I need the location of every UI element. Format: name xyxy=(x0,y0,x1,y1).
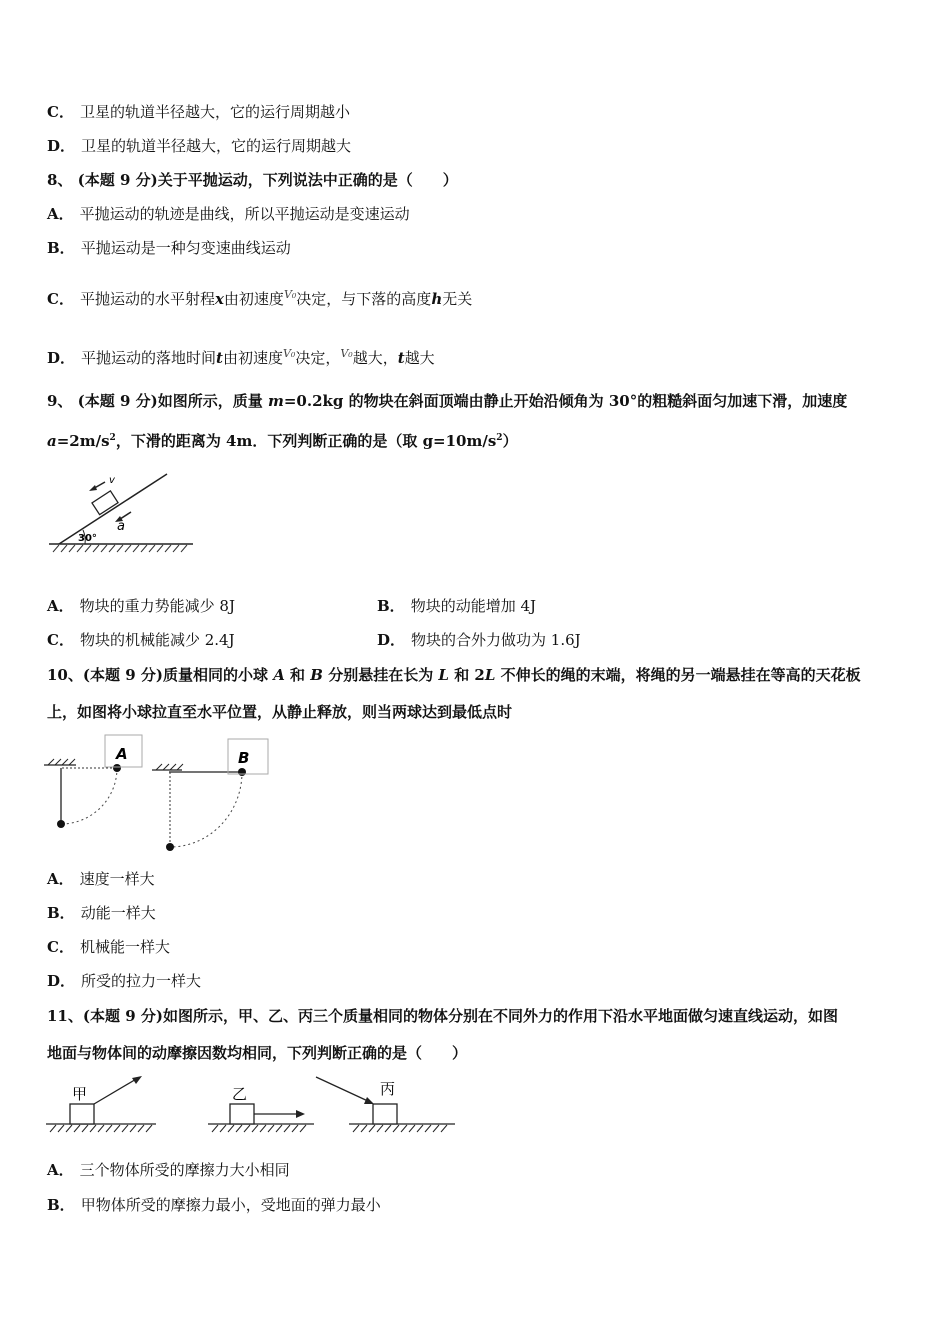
arc-a xyxy=(61,768,117,824)
q11-stem-line1: 11、(本题 9 分)如图所示，甲、乙、丙三个质量相同的物体分别在不同外力的作用下沿水平地面做匀速直线运动，如图 xyxy=(47,1007,838,1025)
option-text: 甲物体所受的摩擦力最小，受地面的弹力最小 xyxy=(80,1196,381,1214)
var-m: m xyxy=(267,392,284,410)
option-text: 越大 xyxy=(404,349,435,367)
q10-option-d xyxy=(47,971,201,991)
arc-b xyxy=(170,772,242,847)
option-text: 平抛运动的水平射程 xyxy=(79,290,215,308)
stem-text: 和 2 xyxy=(448,666,485,684)
option-text: 三个物体所受的摩擦力大小相同 xyxy=(79,1161,290,1179)
q8-option-a xyxy=(47,204,410,224)
option-text: 所受的拉力一样大 xyxy=(81,972,202,990)
option-label: C． xyxy=(47,938,74,956)
var-v0: V₀ xyxy=(282,347,296,360)
option-label: A． xyxy=(47,1161,74,1179)
option-text: 物块的机械能减少 2.4J xyxy=(79,631,235,649)
option-text: 卫星的轨道半径越大，它的运行周期越大 xyxy=(81,137,352,155)
force-arrow-jia xyxy=(94,1078,138,1104)
option-text: 物块的动能增加 4J xyxy=(410,597,537,615)
label-bing: 丙 xyxy=(380,1080,396,1098)
q10-option-c xyxy=(47,937,170,957)
var-L: L xyxy=(438,666,449,684)
var-A: A xyxy=(273,666,285,684)
var-a: a xyxy=(47,432,57,450)
angle-label: 30° xyxy=(78,533,97,544)
q9-stem-line2 xyxy=(47,428,518,451)
superscript: 2 xyxy=(496,433,503,443)
option-text: 由初速度 xyxy=(222,349,283,367)
stem-text: 分别悬挂在长为 xyxy=(322,666,439,684)
ball-a xyxy=(113,764,121,772)
option-text: 机械能一样大 xyxy=(79,938,170,956)
superscript: 2 xyxy=(109,433,116,443)
option-text: 物块的合外力做功为 1.6J xyxy=(411,631,581,649)
acceleration-label: a xyxy=(117,519,125,534)
q8-stem: 8、 (本题 9 分)关于平抛运动，下列说法中正确的是（ ） xyxy=(47,171,458,189)
option-label: C． xyxy=(47,290,74,308)
q7-option-c xyxy=(47,102,350,122)
option-label: D． xyxy=(47,349,76,367)
q8-option-c xyxy=(47,285,472,309)
option-text: 平抛运动的落地时间 xyxy=(81,349,217,367)
q11-option-a xyxy=(47,1160,290,1180)
option-label: D． xyxy=(47,137,76,155)
q9-option-b xyxy=(377,596,536,616)
var-t: t xyxy=(216,349,223,367)
block-shape xyxy=(92,491,118,515)
option-label: A． xyxy=(47,870,74,888)
block-yi xyxy=(230,1104,254,1124)
option-text: 平抛运动的轨迹是曲线，所以平抛运动是变速运动 xyxy=(79,205,410,223)
option-text: 决定， xyxy=(295,349,341,367)
stem-text: =2m/s xyxy=(56,432,110,450)
block-jia xyxy=(70,1104,94,1124)
stem-text: =0.2kg 的物块在斜面顶端由静止开始沿倾角为 30°的粗糙斜面匀加速下滑，加速度 xyxy=(283,392,848,410)
stem-text: 不伸长的绳的末端，将绳的另一端悬挂在等高的天花板 xyxy=(495,666,861,684)
q9-option-a xyxy=(47,596,235,616)
ball-b-label: B xyxy=(238,749,250,767)
stem-text: ） xyxy=(502,432,518,450)
ball-a-lowest xyxy=(57,820,65,828)
var-h: h xyxy=(431,290,443,308)
option-text: 决定，与下落的高度 xyxy=(296,290,432,308)
stem-text: 和 xyxy=(284,666,311,684)
q8-option-d xyxy=(47,344,435,368)
option-label: A． xyxy=(47,597,74,615)
friction-figure xyxy=(44,1072,459,1140)
label-jia: 甲 xyxy=(72,1085,88,1103)
ball-b xyxy=(238,768,246,776)
option-label: A． xyxy=(47,205,74,223)
q9-stem-line1 xyxy=(47,391,847,411)
option-label: D． xyxy=(47,972,76,990)
option-label: B． xyxy=(377,597,405,615)
var-B: B xyxy=(310,666,323,684)
ball-b-lowest xyxy=(166,843,174,851)
q11-option-b xyxy=(47,1195,381,1215)
q10-stem-line1 xyxy=(47,665,861,685)
force-arrow-bing xyxy=(316,1077,370,1102)
option-text: 越大， xyxy=(352,349,398,367)
option-label: D． xyxy=(377,631,406,649)
stem-text: 10、(本题 9 分)质量相同的小球 xyxy=(47,666,274,684)
option-text: 平抛运动是一种匀变速曲线运动 xyxy=(80,239,291,257)
velocity-label: v xyxy=(109,475,115,486)
q11-stem-line2: 地面与物体间的动摩擦因数均相同，下列判断正确的是（ ） xyxy=(47,1044,468,1062)
block-bing xyxy=(373,1104,397,1124)
pendulum-figure xyxy=(40,732,280,857)
var-L: L xyxy=(484,666,496,684)
var-v0: V₀ xyxy=(340,347,353,360)
option-text: 速度一样大 xyxy=(79,870,155,888)
label-yi: 乙 xyxy=(232,1085,248,1103)
option-label: C． xyxy=(47,103,74,121)
incline-figure xyxy=(45,468,200,563)
option-label: B． xyxy=(47,904,75,922)
stem-text: ，下滑的距离为 4m．下列判断正确的是（取 g=10m/s xyxy=(115,432,497,450)
q8-option-b xyxy=(47,238,291,258)
q9-option-c xyxy=(47,630,235,650)
option-label: C． xyxy=(47,631,74,649)
option-label: B． xyxy=(47,239,75,257)
option-text: 物块的重力势能减少 8J xyxy=(79,597,235,615)
q7-option-d xyxy=(47,136,351,156)
q10-stem-line2: 上，如图将小球拉直至水平位置，从静止释放，则当两球达到最低点时 xyxy=(47,703,513,721)
q10-option-a xyxy=(47,869,155,889)
ball-a-label: A xyxy=(116,745,128,763)
var-t: t xyxy=(397,349,405,367)
stem-text: 9、 (本题 9 分)如图所示，质量 xyxy=(47,392,268,410)
option-text: 卫星的轨道半径越大，它的运行周期越小 xyxy=(79,103,350,121)
var-v0: V₀ xyxy=(283,288,297,301)
q10-option-b xyxy=(47,903,156,923)
q9-option-d xyxy=(377,630,581,650)
option-text: 动能一样大 xyxy=(80,904,156,922)
option-text: 由初速度 xyxy=(223,290,284,308)
option-label: B． xyxy=(47,1196,75,1214)
var-x: x xyxy=(214,290,224,308)
option-text: 无关 xyxy=(442,290,473,308)
